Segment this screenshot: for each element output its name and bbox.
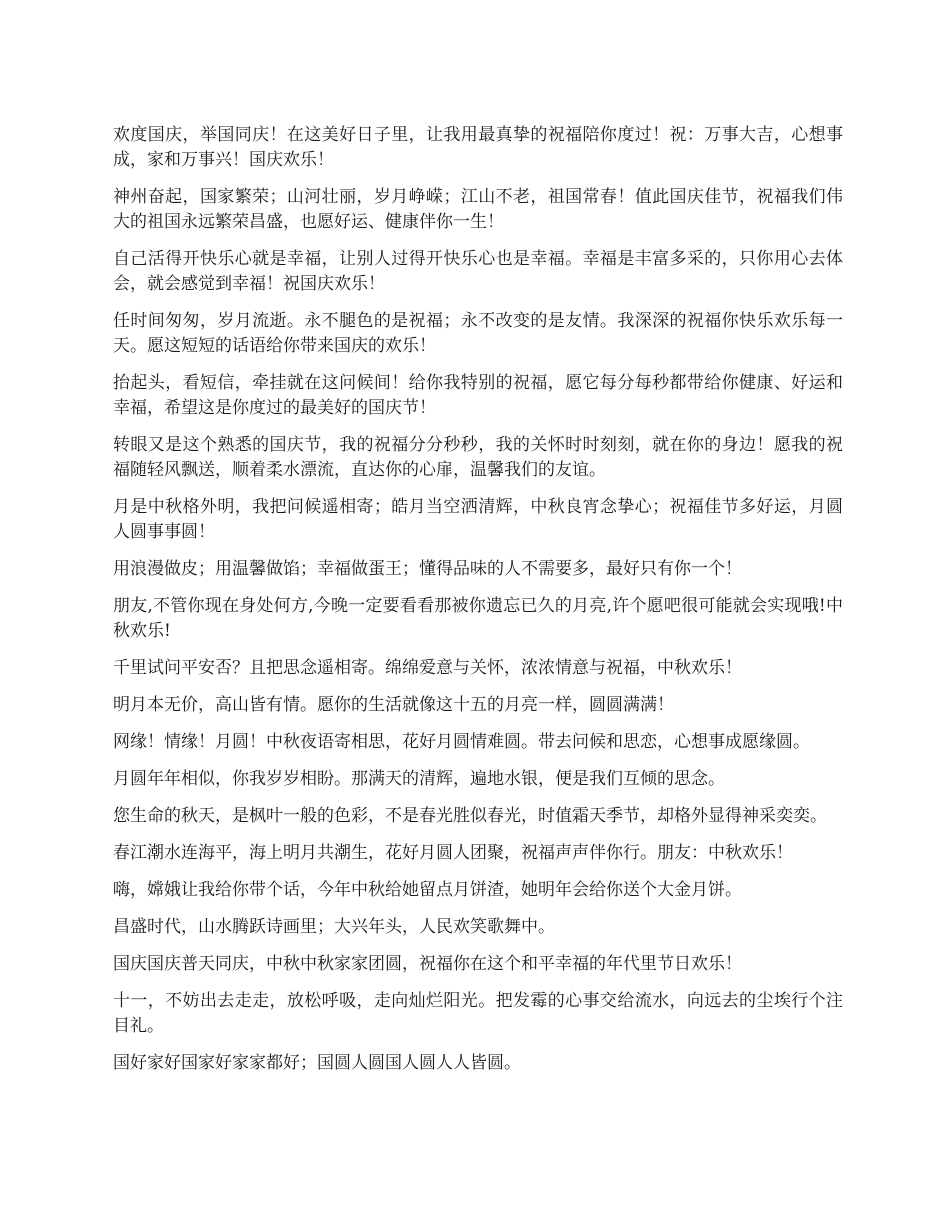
paragraph: 国好家好国家好家家都好；国圆人圆国人圆人人皆圆。 [113,1053,521,1073]
paragraph: 嗨，嫦娥让我给你带个话，今年中秋给她留点月饼渣，她明年会给你送个大金月饼。 [113,880,742,900]
paragraph: 用浪漫做皮；用温馨做馅；幸福做蛋王；懂得品味的人不需要多，最好只有你一个！ [113,559,742,579]
paragraph: 昌盛时代，山水腾跃诗画里；大兴年头，人民欢笑歌舞中。 [113,917,555,937]
paragraph: 网缘！情缘！月圆！中秋夜语寄相思，花好月圆情难圆。带去问候和思恋，心想事成愿缘圆。 [113,732,810,752]
paragraph: 神州奋起，国家繁荣；山河壮丽，岁月峥嵘；江山不老，祖国常春！值此国庆佳节，祝福我们伟大的祖国永远繁荣昌盛，也愿好运、健康伴你一生！ [113,187,843,232]
paragraph: 抬起头，看短信，牵挂就在这问候间！给你我特别的祝福，愿它每分每秒都带给你健康、好运和幸福，希望这是你度过的最美好的国庆节！ [113,373,843,418]
paragraph: 朋友,不管你现在身处何方,今晚一定要看看那被你遗忘已久的月亮,许个愿吧很可能就会实现哦!中秋欢乐! [113,596,843,641]
paragraph: 春江潮水连海平，海上明月共潮生，花好月圆人团聚，祝福声声伴你行。朋友：中秋欢乐！ [113,843,793,863]
document-body [113,123,843,1088]
paragraph: 欢度国庆，举国同庆！在这美好日子里，让我用最真挚的祝福陪你度过！祝：万事大吉，心想事成，家和万事兴！国庆欢乐！ [113,125,843,170]
paragraph: 明月本无价，高山皆有情。愿你的生活就像这十五的月亮一样，圆圆满满！ [113,695,674,715]
paragraph: 月圆年年相似，你我岁岁相盼。那满天的清辉，遍地水银，便是我们互倾的思念。 [113,769,725,789]
paragraph: 转眼又是这个熟悉的国庆节，我的祝福分分秒秒，我的关怀时时刻刻，就在你的身边！愿我的祝福随轻风飘送，顺着柔水漂流，直达你的心扉，温馨我们的友谊。 [113,435,843,480]
paragraph: 国庆国庆普天同庆，中秋中秋家家团圆，祝福你在这个和平幸福的年代里节日欢乐！ [113,954,742,974]
paragraph: 月是中秋格外明，我把问候遥相寄；皓月当空洒清辉，中秋良宵念挚心；祝福佳节多好运，月圆人圆事事圆！ [113,497,843,542]
paragraph: 任时间匆匆，岁月流逝。永不腿色的是祝福；永不改变的是友情。我深深的祝福你快乐欢乐每一天。愿这短短的话语给你带来国庆的欢乐！ [113,311,843,356]
paragraph: 您生命的秋天，是枫叶一般的色彩，不是春光胜似春光，时值霜天季节，却格外显得神采奕奕。 [113,806,827,826]
paragraph: 千里试问平安否？且把思念遥相寄。绵绵爱意与关怀，浓浓情意与祝福，中秋欢乐！ [113,658,742,678]
paragraph: 十一，不妨出去走走，放松呼吸，走向灿烂阳光。把发霉的心事交给流水，向远去的尘埃行个注目礼。 [113,991,843,1036]
paragraph: 自己活得开快乐心就是幸福，让别人过得开快乐心也是幸福。幸福是丰富多采的，只你用心去体会，就会感觉到幸福！祝国庆欢乐！ [113,249,843,294]
